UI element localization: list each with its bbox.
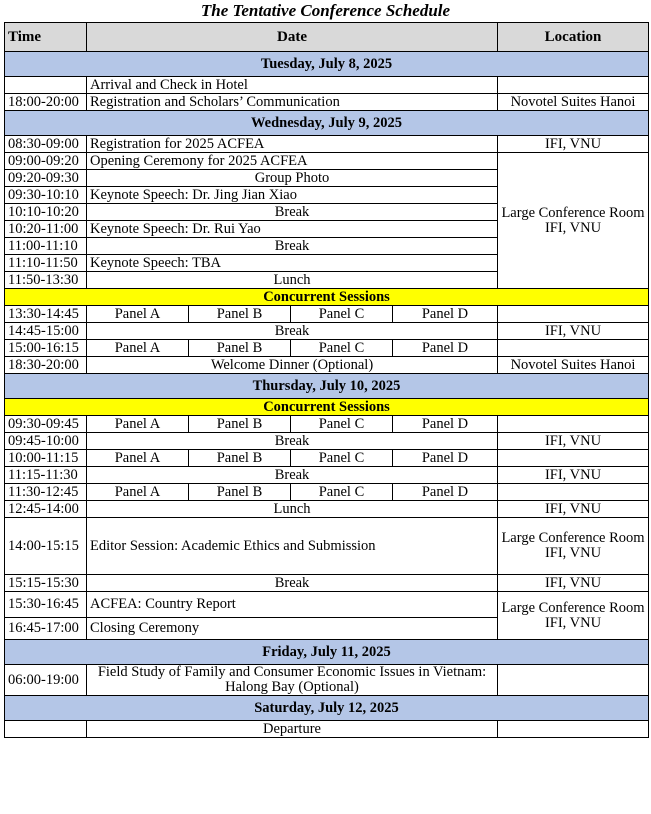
- table-row: [5, 501, 649, 518]
- table-row: [5, 721, 649, 738]
- time-cell: 13:30-14:45: [5, 306, 87, 323]
- event-cell: Departure: [87, 721, 498, 738]
- table-row: [5, 323, 649, 340]
- day-header-row: [5, 696, 649, 721]
- header-date: Date: [87, 23, 498, 52]
- table-header-row: [5, 23, 649, 52]
- location-cell: [498, 416, 649, 433]
- time-cell: 15:15-15:30: [5, 575, 87, 592]
- event-cell: Welcome Dinner (Optional): [87, 357, 498, 374]
- panel-a-cell: Panel A: [87, 340, 189, 357]
- day-header-row: [5, 52, 649, 77]
- event-cell: Lunch: [87, 501, 498, 518]
- location-cell: IFI, VNU: [498, 433, 649, 450]
- time-cell: 09:45-10:00: [5, 433, 87, 450]
- table-row: [5, 592, 649, 618]
- event-cell: Registration and Scholars’ Communication: [87, 94, 498, 111]
- time-cell: 18:00-20:00: [5, 94, 87, 111]
- event-cell: Keynote Speech: TBA: [87, 255, 498, 272]
- location-line: IFI, VNU: [544, 614, 602, 631]
- day-title: Saturday, July 12, 2025: [5, 696, 649, 721]
- panel-b-cell: Panel B: [189, 450, 291, 467]
- panel-d-cell: Panel D: [393, 484, 498, 501]
- location-line: IFI, VNU: [544, 219, 602, 236]
- time-cell: 15:00-16:15: [5, 340, 87, 357]
- event-cell: Arrival and Check in Hotel: [87, 77, 498, 94]
- location-cell-merged: [498, 153, 649, 289]
- time-cell: [5, 721, 87, 738]
- table-row: [5, 467, 649, 484]
- location-line: IFI, VNU: [544, 545, 602, 561]
- table-row: [5, 575, 649, 592]
- header-time: Time: [5, 23, 87, 52]
- table-row: [5, 484, 649, 501]
- panel-a-cell: Panel A: [87, 450, 189, 467]
- event-cell: Field Study of Family and Consumer Economic Issues in Vietnam: Halong Bay (Optional): [87, 665, 498, 696]
- time-cell: 14:00-15:15: [5, 518, 87, 575]
- time-cell: 09:20-09:30: [5, 170, 87, 187]
- panel-b-cell: Panel B: [189, 416, 291, 433]
- location-cell: IFI, VNU: [498, 501, 649, 518]
- event-cell: Break: [87, 467, 498, 484]
- time-cell: 15:30-16:45: [5, 592, 87, 618]
- concurrent-sessions-row: [5, 399, 649, 416]
- time-cell: 16:45-17:00: [5, 618, 87, 640]
- panel-d-cell: Panel D: [393, 416, 498, 433]
- table-row: [5, 433, 649, 450]
- event-cell: Opening Ceremony for 2025 ACFEA: [87, 153, 498, 170]
- table-row: [5, 665, 649, 696]
- time-cell: 11:15-11:30: [5, 467, 87, 484]
- day-header-row: [5, 640, 649, 665]
- event-cell: Lunch: [87, 272, 498, 289]
- location-cell: IFI, VNU: [498, 136, 649, 153]
- time-cell: 09:00-09:20: [5, 153, 87, 170]
- time-cell: 06:00-19:00: [5, 665, 87, 696]
- panel-a-cell: Panel A: [87, 306, 189, 323]
- location-line: Large Conference Room: [501, 599, 645, 616]
- location-cell: [498, 518, 649, 575]
- time-cell: 10:10-10:20: [5, 204, 87, 221]
- table-row: [5, 77, 649, 94]
- event-cell: Break: [87, 238, 498, 255]
- time-cell: 11:50-13:30: [5, 272, 87, 289]
- panel-c-cell: Panel C: [291, 484, 393, 501]
- panel-c-cell: Panel C: [291, 450, 393, 467]
- time-cell: 14:45-15:00: [5, 323, 87, 340]
- time-cell: 09:30-10:10: [5, 187, 87, 204]
- schedule-table: [4, 22, 649, 738]
- panel-d-cell: Panel D: [393, 450, 498, 467]
- time-cell: 11:10-11:50: [5, 255, 87, 272]
- panel-d-cell: Panel D: [393, 340, 498, 357]
- table-row: [5, 450, 649, 467]
- concurrent-sessions-label: Concurrent Sessions: [5, 399, 649, 416]
- event-cell: Break: [87, 323, 498, 340]
- event-cell: Editor Session: Academic Ethics and Submission: [87, 518, 498, 575]
- time-cell: 11:00-11:10: [5, 238, 87, 255]
- panel-b-cell: Panel B: [189, 340, 291, 357]
- location-line: Large Conference Room: [501, 204, 645, 221]
- day-header-row: [5, 111, 649, 136]
- event-cell: Registration for 2025 ACFEA: [87, 136, 498, 153]
- event-cell: Keynote Speech: Dr. Jing Jian Xiao: [87, 187, 498, 204]
- panel-b-cell: Panel B: [189, 306, 291, 323]
- table-row: [5, 518, 649, 575]
- panel-c-cell: Panel C: [291, 306, 393, 323]
- panel-c-cell: Panel C: [291, 416, 393, 433]
- panel-d-cell: Panel D: [393, 306, 498, 323]
- concurrent-sessions-row: [5, 289, 649, 306]
- day-header-row: [5, 374, 649, 399]
- table-row: [5, 340, 649, 357]
- panel-a-cell: Panel A: [87, 416, 189, 433]
- time-cell: [5, 77, 87, 94]
- location-line: Large Conference Room: [501, 530, 645, 546]
- concurrent-sessions-label: Concurrent Sessions: [5, 289, 649, 306]
- time-cell: 10:00-11:15: [5, 450, 87, 467]
- event-cell: Break: [87, 204, 498, 221]
- event-cell: ACFEA: Country Report: [87, 592, 498, 618]
- event-cell: Closing Ceremony: [87, 618, 498, 640]
- time-cell: 10:20-11:00: [5, 221, 87, 238]
- location-cell: [498, 665, 649, 696]
- time-cell: 18:30-20:00: [5, 357, 87, 374]
- event-cell: Break: [87, 433, 498, 450]
- location-cell-merged: [498, 592, 649, 640]
- location-cell: Novotel Suites Hanoi: [498, 94, 649, 111]
- location-cell: IFI, VNU: [498, 467, 649, 484]
- table-row: [5, 357, 649, 374]
- panel-b-cell: Panel B: [189, 484, 291, 501]
- day-title: Wednesday, July 9, 2025: [5, 111, 649, 136]
- time-cell: 12:45-14:00: [5, 501, 87, 518]
- location-cell: [498, 306, 649, 323]
- table-row: [5, 136, 649, 153]
- event-cell: Group Photo: [87, 170, 498, 187]
- location-cell: Novotel Suites Hanoi: [498, 357, 649, 374]
- day-title: Friday, July 11, 2025: [5, 640, 649, 665]
- day-title: Thursday, July 10, 2025: [5, 374, 649, 399]
- table-row: [5, 416, 649, 433]
- schedule-title: The Tentative Conference Schedule: [200, 1, 451, 20]
- table-row: [5, 306, 649, 323]
- event-cell: Break: [87, 575, 498, 592]
- header-location: Location: [498, 23, 649, 52]
- time-cell: 09:30-09:45: [5, 416, 87, 433]
- day-title: Tuesday, July 8, 2025: [5, 52, 649, 77]
- location-cell: IFI, VNU: [498, 575, 649, 592]
- time-cell: 11:30-12:45: [5, 484, 87, 501]
- table-row: [5, 94, 649, 111]
- location-cell: [498, 721, 649, 738]
- location-cell: [498, 77, 649, 94]
- location-cell: IFI, VNU: [498, 323, 649, 340]
- time-cell: 08:30-09:00: [5, 136, 87, 153]
- location-cell: [498, 484, 649, 501]
- location-cell: [498, 340, 649, 357]
- event-cell: Keynote Speech: Dr. Rui Yao: [87, 221, 498, 238]
- location-cell: [498, 450, 649, 467]
- panel-a-cell: Panel A: [87, 484, 189, 501]
- table-row: [5, 153, 649, 170]
- panel-c-cell: Panel C: [291, 340, 393, 357]
